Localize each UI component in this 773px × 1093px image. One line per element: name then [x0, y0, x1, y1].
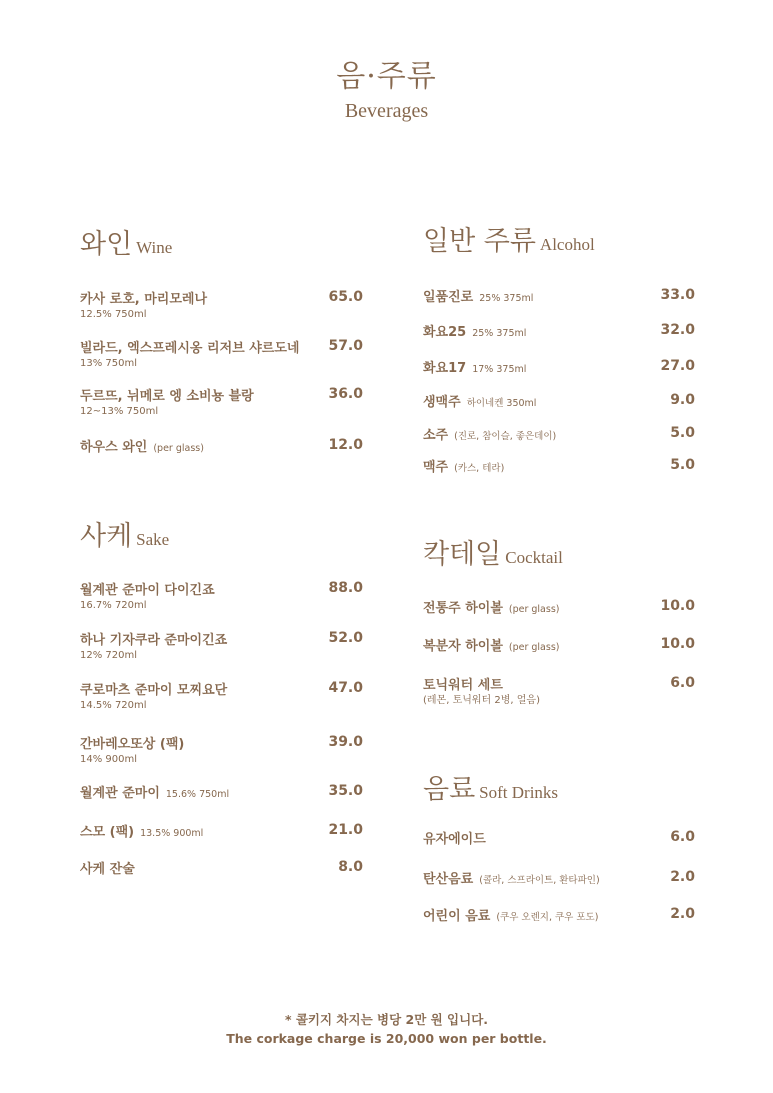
menu-item-note: (per glass) — [153, 443, 204, 454]
section-title — [80, 222, 172, 261]
section-title-ko: 와인 — [80, 229, 133, 260]
menu-item-name: 전통주 하이볼 — [423, 601, 503, 616]
menu-item-note: (진로, 참이슬, 좋은데이) — [454, 431, 557, 442]
page-subtitle: Beverages — [344, 100, 429, 122]
menu-item-row — [80, 288, 363, 306]
menu-item-detail: 14% 900ml — [80, 754, 138, 765]
menu-item-name: 복분자 하이볼 — [423, 639, 503, 654]
menu-item-row — [423, 597, 695, 615]
menu-item-detail: 12% 720ml — [80, 650, 138, 661]
menu-item — [423, 868, 695, 886]
menu-item-price: 10.0 — [660, 636, 695, 652]
menu-item — [80, 385, 363, 419]
menu-item-name: 빌라드, 엑스프레시옹 리저브 샤르도네 — [80, 341, 300, 356]
menu-item — [423, 357, 695, 375]
menu-item-name: 토닉워터 세트 — [423, 678, 503, 693]
menu-item-note: 17% 375ml — [472, 364, 527, 375]
menu-item-price: 9.0 — [670, 392, 695, 408]
menu-item-price: 5.0 — [670, 457, 695, 473]
menu-item-price: 2.0 — [670, 906, 695, 922]
section-title-en: Sake — [136, 530, 170, 549]
menu-item — [80, 436, 363, 454]
menu-item-price: 12.0 — [328, 437, 363, 453]
section-title — [423, 767, 558, 806]
menu-item-name: 간바레오또상 (팩) — [80, 737, 185, 752]
menu-item-name: 카사 로호, 마리모레나 — [80, 292, 208, 307]
menu-item-row — [423, 674, 695, 692]
section-title — [423, 219, 595, 258]
menu-item — [80, 821, 363, 839]
menu-item-detail: (레몬, 토닉워터 2병, 얼음) — [423, 695, 540, 706]
menu-item-price: 35.0 — [328, 783, 363, 799]
menu-item — [80, 579, 363, 613]
menu-item-name: 쿠로마츠 준마이 모찌요단 — [80, 683, 228, 698]
menu-item-note: (per glass) — [508, 604, 560, 615]
menu-item-name: 어린이 음료 — [423, 909, 491, 924]
section-title — [80, 514, 169, 553]
section-title-en: Soft Drinks — [479, 783, 559, 802]
menu-item-price: 6.0 — [670, 675, 695, 691]
menu-item-name: 하우스 와인 — [80, 440, 148, 455]
menu-item — [80, 782, 363, 800]
menu-item — [423, 286, 695, 304]
menu-item-name: 탄산음료 — [423, 872, 474, 887]
menu-item — [423, 456, 695, 474]
menu-item-name: 월계관 준마이 — [80, 786, 160, 801]
menu-item-row — [423, 635, 695, 653]
section-title-en: Alcohol — [539, 235, 595, 254]
menu-item-price: 6.0 — [670, 829, 695, 845]
menu-item-price: 36.0 — [328, 386, 363, 402]
menu-item-note: (per glass) — [508, 642, 560, 653]
menu-item-name: 화요17 — [423, 361, 467, 376]
menu-item-price: 33.0 — [660, 287, 695, 303]
menu-item-name: 생맥주 — [423, 395, 461, 410]
menu-item — [423, 321, 695, 339]
menu-item-row — [80, 782, 363, 800]
menu-item-note: (카스, 테라) — [454, 463, 505, 474]
menu-item-price: 21.0 — [328, 822, 363, 838]
menu-item-detail: 12.5% 750ml — [80, 309, 147, 320]
menu-item-row — [80, 337, 363, 355]
menu-item-row — [423, 321, 695, 339]
menu-item-row — [423, 905, 695, 923]
menu-item-price: 5.0 — [670, 425, 695, 441]
menu-item-row — [423, 391, 695, 409]
section-title-en: Wine — [136, 238, 173, 257]
menu-item — [423, 635, 695, 653]
section-title-ko: 음료 — [423, 774, 476, 805]
menu-item-price: 88.0 — [328, 580, 363, 596]
menu-item — [80, 679, 363, 713]
menu-item-detail: 14.5% 720ml — [80, 700, 147, 711]
menu-item-note: (콜라, 스프라이트, 환타파인) — [479, 875, 600, 886]
section-title-ko: 칵테일 — [423, 539, 502, 570]
menu-item-row — [80, 579, 363, 597]
page-title: 음·주류 — [336, 59, 437, 94]
menu-item-row — [423, 828, 695, 846]
menu-item — [423, 828, 695, 846]
menu-item-note: 25% 375ml — [479, 293, 534, 304]
menu-item-name: 두르뜨, 뉘메로 엥 소비뇽 블랑 — [80, 389, 254, 404]
menu-item-name: 맥주 — [423, 460, 449, 475]
menu-item-name: 소주 — [423, 428, 449, 443]
menu-item-price: 52.0 — [328, 630, 363, 646]
menu-item — [80, 858, 363, 876]
section-title-ko: 일반 주류 — [423, 226, 536, 257]
menu-item-row — [80, 858, 363, 876]
corkage-notice-ko: * 콜키지 차지는 병당 2만 원 입니다. — [284, 1012, 489, 1027]
menu-item-row — [423, 424, 695, 442]
menu-item-name: 월계관 준마이 다이긴죠 — [80, 583, 215, 598]
menu-item-note: (쿠우 오렌지, 쿠우 포도) — [496, 912, 599, 923]
menu-item-name: 스모 (팩) — [80, 825, 135, 840]
menu-item — [423, 905, 695, 923]
menu-item-note: 하이네켄 350ml — [466, 398, 537, 409]
menu-item — [423, 424, 695, 442]
menu-item — [423, 391, 695, 409]
menu-item-price: 65.0 — [328, 289, 363, 305]
menu-item-row — [80, 733, 363, 751]
corkage-notice-en: The corkage charge is 20,000 won per bottle. — [226, 1031, 547, 1046]
corkage-notice — [0, 1010, 773, 1048]
menu-item-name: 하나 기자쿠라 준마이긴죠 — [80, 633, 228, 648]
menu-item-price: 10.0 — [660, 598, 695, 614]
menu-item-price: 32.0 — [660, 322, 695, 338]
menu-item-note: 25% 375ml — [472, 328, 527, 339]
menu-item — [423, 597, 695, 615]
menu-item-price: 8.0 — [338, 859, 363, 875]
menu-item-name: 일품진로 — [423, 290, 474, 305]
menu-item-detail: 13% 750ml — [80, 358, 138, 369]
menu-item — [423, 674, 695, 708]
menu-header — [0, 58, 773, 124]
menu-item-note: 13.5% 900ml — [140, 828, 204, 839]
menu-item-price: 39.0 — [328, 734, 363, 750]
menu-item-price: 27.0 — [660, 358, 695, 374]
menu-item-name: 사케 잔술 — [80, 862, 135, 877]
section-title-ko: 사케 — [80, 521, 133, 552]
menu-item-row — [80, 821, 363, 839]
menu-item-row — [423, 868, 695, 886]
menu-item-row — [423, 286, 695, 304]
menu-item-price: 57.0 — [328, 338, 363, 354]
menu-item-row — [423, 456, 695, 474]
menu-item — [80, 288, 363, 322]
menu-item-detail: 12~13% 750ml — [80, 406, 159, 417]
section-title — [423, 532, 563, 571]
section-title-en: Cocktail — [505, 548, 563, 567]
menu-item — [80, 337, 363, 371]
menu-item — [80, 733, 363, 767]
menu-item-name: 유자에이드 — [423, 832, 486, 847]
menu-item — [80, 629, 363, 663]
menu-item-detail: 16.7% 720ml — [80, 600, 147, 611]
menu-item-price: 47.0 — [328, 680, 363, 696]
menu-item-row — [80, 385, 363, 403]
menu-item-row — [80, 679, 363, 697]
menu-item-price: 2.0 — [670, 869, 695, 885]
menu-item-row — [423, 357, 695, 375]
menu-item-row — [80, 629, 363, 647]
menu-item-row — [80, 436, 363, 454]
menu-item-note: 15.6% 750ml — [165, 789, 230, 800]
menu-item-name: 화요25 — [423, 325, 467, 340]
